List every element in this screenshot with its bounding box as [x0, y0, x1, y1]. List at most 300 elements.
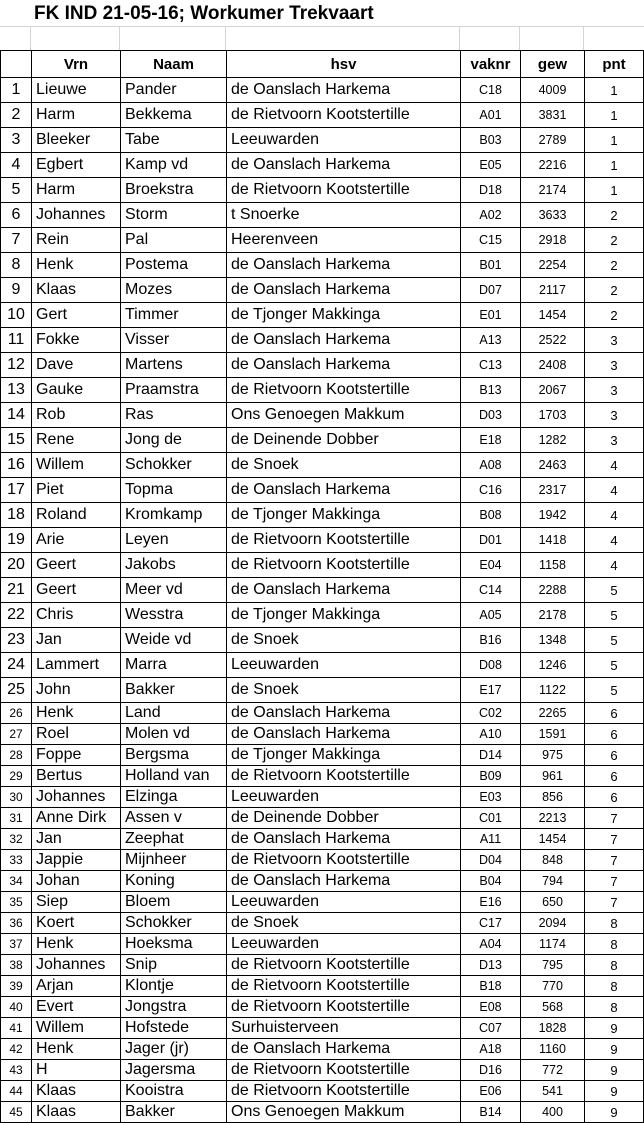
table-row — [1, 178, 644, 203]
last-name-cell: Bekkema — [121, 103, 227, 128]
row-number: 44 — [1, 1081, 32, 1102]
weight-cell: 848 — [521, 850, 585, 871]
points-cell: 7 — [585, 892, 644, 913]
first-name-cell: Geert — [32, 578, 121, 603]
points-cell: 9 — [585, 1102, 644, 1123]
row-number: 27 — [1, 724, 32, 745]
club-cell: de Tjonger Makkinga — [227, 503, 461, 528]
last-name-cell: Koning — [121, 871, 227, 892]
header-row — [1, 51, 644, 78]
first-name-cell: Koert — [32, 913, 121, 934]
row-number: 20 — [1, 553, 32, 578]
club-cell: Ons Genoegen Makkum — [227, 1102, 461, 1123]
club-cell: de Oanslach Harkema — [227, 253, 461, 278]
points-cell: 8 — [585, 997, 644, 1018]
club-cell: de Snoek — [227, 678, 461, 703]
weight-cell: 2288 — [521, 578, 585, 603]
weight-cell: 1158 — [521, 553, 585, 578]
section-cell: C17 — [461, 913, 521, 934]
club-cell: de Rietvoorn Kootstertille — [227, 1081, 461, 1102]
last-name-cell: Schokker — [121, 453, 227, 478]
weight-cell: 3633 — [521, 203, 585, 228]
points-cell: 9 — [585, 1018, 644, 1039]
grid-line — [583, 26, 584, 50]
table-row — [1, 228, 644, 253]
club-cell: de Rietvoorn Kootstertille — [227, 976, 461, 997]
section-cell: D16 — [461, 1060, 521, 1081]
first-name-cell: Dave — [32, 353, 121, 378]
section-cell: E18 — [461, 428, 521, 453]
club-cell: de Rietvoorn Kootstertille — [227, 955, 461, 976]
table-row — [1, 628, 644, 653]
first-name-cell: Harm — [32, 178, 121, 203]
points-cell: 6 — [585, 787, 644, 808]
table-row — [1, 997, 644, 1018]
first-name-cell: Fokke — [32, 328, 121, 353]
section-cell: B09 — [461, 766, 521, 787]
table-row — [1, 553, 644, 578]
table-row — [1, 871, 644, 892]
weight-cell: 2463 — [521, 453, 585, 478]
points-cell: 7 — [585, 871, 644, 892]
table-row — [1, 745, 644, 766]
first-name-cell: John — [32, 678, 121, 703]
row-number: 3 — [1, 128, 32, 153]
club-cell: de Oanslach Harkema — [227, 78, 461, 103]
points-cell: 5 — [585, 678, 644, 703]
table-body — [1, 78, 644, 1123]
last-name-cell: Jakobs — [121, 553, 227, 578]
row-number: 13 — [1, 378, 32, 403]
last-name-cell: Holland van — [121, 766, 227, 787]
row-number: 2 — [1, 103, 32, 128]
row-number: 42 — [1, 1039, 32, 1060]
table-row — [1, 1018, 644, 1039]
row-number: 26 — [1, 703, 32, 724]
weight-cell: 1282 — [521, 428, 585, 453]
club-cell: de Oanslach Harkema — [227, 1039, 461, 1060]
weight-cell: 541 — [521, 1081, 585, 1102]
section-cell: D04 — [461, 850, 521, 871]
weight-cell: 2174 — [521, 178, 585, 203]
row-number: 12 — [1, 353, 32, 378]
section-cell: D03 — [461, 403, 521, 428]
table-row — [1, 128, 644, 153]
weight-cell: 4009 — [521, 78, 585, 103]
table-row — [1, 1102, 644, 1123]
points-cell: 8 — [585, 934, 644, 955]
weight-cell: 1591 — [521, 724, 585, 745]
points-cell: 4 — [585, 478, 644, 503]
row-number: 11 — [1, 328, 32, 353]
last-name-cell: Bloem — [121, 892, 227, 913]
weight-cell: 1703 — [521, 403, 585, 428]
last-name-cell: Assen v — [121, 808, 227, 829]
first-name-cell: Geert — [32, 553, 121, 578]
first-name-cell: Arjan — [32, 976, 121, 997]
section-cell: B04 — [461, 871, 521, 892]
row-number: 4 — [1, 153, 32, 178]
weight-cell: 2317 — [521, 478, 585, 503]
first-name-cell: Evert — [32, 997, 121, 1018]
row-number: 37 — [1, 934, 32, 955]
club-cell: de Deinende Dobber — [227, 428, 461, 453]
table-row — [1, 850, 644, 871]
weight-cell: 794 — [521, 871, 585, 892]
section-cell: B03 — [461, 128, 521, 153]
section-cell: B13 — [461, 378, 521, 403]
grid-line — [225, 26, 226, 50]
table-row — [1, 829, 644, 850]
row-number: 22 — [1, 603, 32, 628]
table-row — [1, 808, 644, 829]
grid-line — [459, 26, 460, 50]
last-name-cell: Jongstra — [121, 997, 227, 1018]
grid-line — [519, 26, 520, 50]
club-cell: de Oanslach Harkema — [227, 478, 461, 503]
club-cell: Leeuwarden — [227, 892, 461, 913]
first-name-cell: Lieuwe — [32, 78, 121, 103]
row-number: 6 — [1, 203, 32, 228]
first-name-cell: Johannes — [32, 955, 121, 976]
club-cell: de Oanslach Harkema — [227, 278, 461, 303]
section-cell: D18 — [461, 178, 521, 203]
table-row — [1, 976, 644, 997]
first-name-cell: Gauke — [32, 378, 121, 403]
last-name-cell: Praamstra — [121, 378, 227, 403]
section-cell: A02 — [461, 203, 521, 228]
weight-cell: 1942 — [521, 503, 585, 528]
club-cell: de Tjonger Makkinga — [227, 603, 461, 628]
points-cell: 2 — [585, 228, 644, 253]
first-name-cell: Willem — [32, 453, 121, 478]
section-cell: E08 — [461, 997, 521, 1018]
points-cell: 8 — [585, 976, 644, 997]
weight-cell: 2117 — [521, 278, 585, 303]
first-name-cell: Jan — [32, 628, 121, 653]
section-cell: D01 — [461, 528, 521, 553]
section-cell: A05 — [461, 603, 521, 628]
weight-cell: 2216 — [521, 153, 585, 178]
club-cell: de Rietvoorn Kootstertille — [227, 178, 461, 203]
table-row — [1, 603, 644, 628]
table-row — [1, 528, 644, 553]
club-cell: de Snoek — [227, 453, 461, 478]
table-row — [1, 578, 644, 603]
section-cell: C16 — [461, 478, 521, 503]
weight-cell: 770 — [521, 976, 585, 997]
first-name-cell: Bleeker — [32, 128, 121, 153]
section-cell: D08 — [461, 653, 521, 678]
points-cell: 4 — [585, 553, 644, 578]
table-row — [1, 653, 644, 678]
section-cell: D07 — [461, 278, 521, 303]
weight-cell: 2254 — [521, 253, 585, 278]
first-name-cell: Chris — [32, 603, 121, 628]
section-cell: C02 — [461, 703, 521, 724]
first-name-cell: Foppe — [32, 745, 121, 766]
last-name-cell: Klontje — [121, 976, 227, 997]
last-name-cell: Hoeksma — [121, 934, 227, 955]
row-number: 5 — [1, 178, 32, 203]
points-cell: 8 — [585, 955, 644, 976]
points-cell: 1 — [585, 128, 644, 153]
sheet-title: FK IND 21-05-16; Workumer Trekvaart — [34, 3, 374, 24]
last-name-cell: Martens — [121, 353, 227, 378]
table-row — [1, 1060, 644, 1081]
table-row — [1, 892, 644, 913]
first-name-cell: Bertus — [32, 766, 121, 787]
row-number: 15 — [1, 428, 32, 453]
row-number: 33 — [1, 850, 32, 871]
table-row — [1, 378, 644, 403]
section-cell: A04 — [461, 934, 521, 955]
table-row — [1, 428, 644, 453]
last-name-cell: Kromkamp — [121, 503, 227, 528]
row-number: 35 — [1, 892, 32, 913]
last-name-cell: Molen vd — [121, 724, 227, 745]
row-number: 28 — [1, 745, 32, 766]
first-name-cell: Rein — [32, 228, 121, 253]
section-cell: C15 — [461, 228, 521, 253]
points-cell: 2 — [585, 303, 644, 328]
table-row — [1, 1081, 644, 1102]
row-number: 29 — [1, 766, 32, 787]
weight-cell: 1828 — [521, 1018, 585, 1039]
weight-cell: 2408 — [521, 353, 585, 378]
club-cell: de Snoek — [227, 913, 461, 934]
points-cell: 9 — [585, 1060, 644, 1081]
section-cell: D14 — [461, 745, 521, 766]
points-cell: 5 — [585, 628, 644, 653]
section-cell: A18 — [461, 1039, 521, 1060]
club-cell: de Oanslach Harkema — [227, 578, 461, 603]
weight-cell: 650 — [521, 892, 585, 913]
col-header-vaknr: vaknr — [461, 51, 521, 78]
last-name-cell: Bakker — [121, 678, 227, 703]
first-name-cell: Johan — [32, 871, 121, 892]
row-number: 36 — [1, 913, 32, 934]
row-number: 14 — [1, 403, 32, 428]
last-name-cell: Broekstra — [121, 178, 227, 203]
grid-line — [30, 26, 31, 50]
club-cell: de Rietvoorn Kootstertille — [227, 1060, 461, 1081]
club-cell: de Deinende Dobber — [227, 808, 461, 829]
table-row — [1, 203, 644, 228]
points-cell: 6 — [585, 724, 644, 745]
first-name-cell: Klaas — [32, 1081, 121, 1102]
first-name-cell: Klaas — [32, 278, 121, 303]
row-number: 31 — [1, 808, 32, 829]
club-cell: de Rietvoorn Kootstertille — [227, 850, 461, 871]
club-cell: de Oanslach Harkema — [227, 703, 461, 724]
last-name-cell: Pander — [121, 78, 227, 103]
weight-cell: 1174 — [521, 934, 585, 955]
table-row — [1, 328, 644, 353]
section-cell: E16 — [461, 892, 521, 913]
last-name-cell: Kooistra — [121, 1081, 227, 1102]
weight-cell: 795 — [521, 955, 585, 976]
row-number: 10 — [1, 303, 32, 328]
last-name-cell: Jager (jr) — [121, 1039, 227, 1060]
weight-cell: 2918 — [521, 228, 585, 253]
results-table — [0, 50, 644, 1123]
section-cell: D13 — [461, 955, 521, 976]
points-cell: 4 — [585, 503, 644, 528]
points-cell: 6 — [585, 766, 644, 787]
grid-line — [119, 26, 120, 50]
section-cell: E03 — [461, 787, 521, 808]
first-name-cell: Roland — [32, 503, 121, 528]
club-cell: de Oanslach Harkema — [227, 871, 461, 892]
first-name-cell: Arie — [32, 528, 121, 553]
section-cell: C14 — [461, 578, 521, 603]
empty-header-grid — [0, 0, 644, 50]
points-cell: 1 — [585, 103, 644, 128]
section-cell: E05 — [461, 153, 521, 178]
weight-cell: 772 — [521, 1060, 585, 1081]
table-row — [1, 353, 644, 378]
section-cell: C01 — [461, 808, 521, 829]
first-name-cell: Siep — [32, 892, 121, 913]
row-number: 25 — [1, 678, 32, 703]
last-name-cell: Timmer — [121, 303, 227, 328]
last-name-cell: Land — [121, 703, 227, 724]
last-name-cell: Wesstra — [121, 603, 227, 628]
club-cell: de Rietvoorn Kootstertille — [227, 997, 461, 1018]
points-cell: 7 — [585, 829, 644, 850]
club-cell: de Oanslach Harkema — [227, 829, 461, 850]
section-cell: B14 — [461, 1102, 521, 1123]
weight-cell: 2789 — [521, 128, 585, 153]
club-cell: Leeuwarden — [227, 128, 461, 153]
last-name-cell: Marra — [121, 653, 227, 678]
points-cell: 6 — [585, 703, 644, 724]
club-cell: Leeuwarden — [227, 934, 461, 955]
points-cell: 7 — [585, 850, 644, 871]
club-cell: de Tjonger Makkinga — [227, 745, 461, 766]
row-number: 17 — [1, 478, 32, 503]
club-cell: de Oanslach Harkema — [227, 353, 461, 378]
col-header-pnt: pnt — [585, 51, 644, 78]
weight-cell: 1122 — [521, 678, 585, 703]
table-row — [1, 303, 644, 328]
club-cell: de Rietvoorn Kootstertille — [227, 528, 461, 553]
table-row — [1, 103, 644, 128]
first-name-cell: Henk — [32, 253, 121, 278]
last-name-cell: Meer vd — [121, 578, 227, 603]
row-number: 43 — [1, 1060, 32, 1081]
last-name-cell: Elzinga — [121, 787, 227, 808]
last-name-cell: Mijnheer — [121, 850, 227, 871]
weight-cell: 1348 — [521, 628, 585, 653]
row-number: 21 — [1, 578, 32, 603]
first-name-cell: H — [32, 1060, 121, 1081]
section-cell: E04 — [461, 553, 521, 578]
table-row — [1, 253, 644, 278]
table-row — [1, 766, 644, 787]
last-name-cell: Hofstede — [121, 1018, 227, 1039]
weight-cell: 2213 — [521, 808, 585, 829]
table-row — [1, 913, 644, 934]
weight-cell: 975 — [521, 745, 585, 766]
section-cell: A08 — [461, 453, 521, 478]
section-cell: B01 — [461, 253, 521, 278]
first-name-cell: Anne Dirk — [32, 808, 121, 829]
grid-line — [0, 26, 644, 27]
table-row — [1, 787, 644, 808]
table-row — [1, 1039, 644, 1060]
table-row — [1, 78, 644, 103]
section-cell: C13 — [461, 353, 521, 378]
last-name-cell: Postema — [121, 253, 227, 278]
first-name-cell: Klaas — [32, 1102, 121, 1123]
section-cell: E17 — [461, 678, 521, 703]
row-number: 9 — [1, 278, 32, 303]
weight-cell: 961 — [521, 766, 585, 787]
row-number: 19 — [1, 528, 32, 553]
first-name-cell: Egbert — [32, 153, 121, 178]
club-cell: de Oanslach Harkema — [227, 328, 461, 353]
points-cell: 2 — [585, 278, 644, 303]
points-cell: 9 — [585, 1081, 644, 1102]
weight-cell: 1454 — [521, 829, 585, 850]
last-name-cell: Leyen — [121, 528, 227, 553]
section-cell: B08 — [461, 503, 521, 528]
section-cell: A11 — [461, 829, 521, 850]
weight-cell: 3831 — [521, 103, 585, 128]
row-number: 38 — [1, 955, 32, 976]
row-number: 23 — [1, 628, 32, 653]
points-cell: 3 — [585, 328, 644, 353]
section-cell: B18 — [461, 976, 521, 997]
weight-cell: 2265 — [521, 703, 585, 724]
points-cell: 6 — [585, 745, 644, 766]
table-row — [1, 403, 644, 428]
first-name-cell: Rob — [32, 403, 121, 428]
first-name-cell: Gert — [32, 303, 121, 328]
row-number: 8 — [1, 253, 32, 278]
last-name-cell: Jagersma — [121, 1060, 227, 1081]
row-number: 32 — [1, 829, 32, 850]
club-cell: de Snoek — [227, 628, 461, 653]
weight-cell: 2522 — [521, 328, 585, 353]
points-cell: 5 — [585, 603, 644, 628]
club-cell: Surhuisterveen — [227, 1018, 461, 1039]
points-cell: 5 — [585, 653, 644, 678]
weight-cell: 2067 — [521, 378, 585, 403]
last-name-cell: Jong de — [121, 428, 227, 453]
first-name-cell: Lammert — [32, 653, 121, 678]
row-number: 24 — [1, 653, 32, 678]
club-cell: Leeuwarden — [227, 653, 461, 678]
first-name-cell: Harm — [32, 103, 121, 128]
weight-cell: 2178 — [521, 603, 585, 628]
row-number: 16 — [1, 453, 32, 478]
points-cell: 3 — [585, 403, 644, 428]
first-name-cell: Rene — [32, 428, 121, 453]
points-cell: 9 — [585, 1039, 644, 1060]
club-cell: Ons Genoegen Makkum — [227, 403, 461, 428]
table-row — [1, 153, 644, 178]
points-cell: 7 — [585, 808, 644, 829]
last-name-cell: Snip — [121, 955, 227, 976]
col-header-nr — [1, 51, 32, 78]
table-row — [1, 278, 644, 303]
row-number: 1 — [1, 78, 32, 103]
row-number: 34 — [1, 871, 32, 892]
section-cell: C07 — [461, 1018, 521, 1039]
